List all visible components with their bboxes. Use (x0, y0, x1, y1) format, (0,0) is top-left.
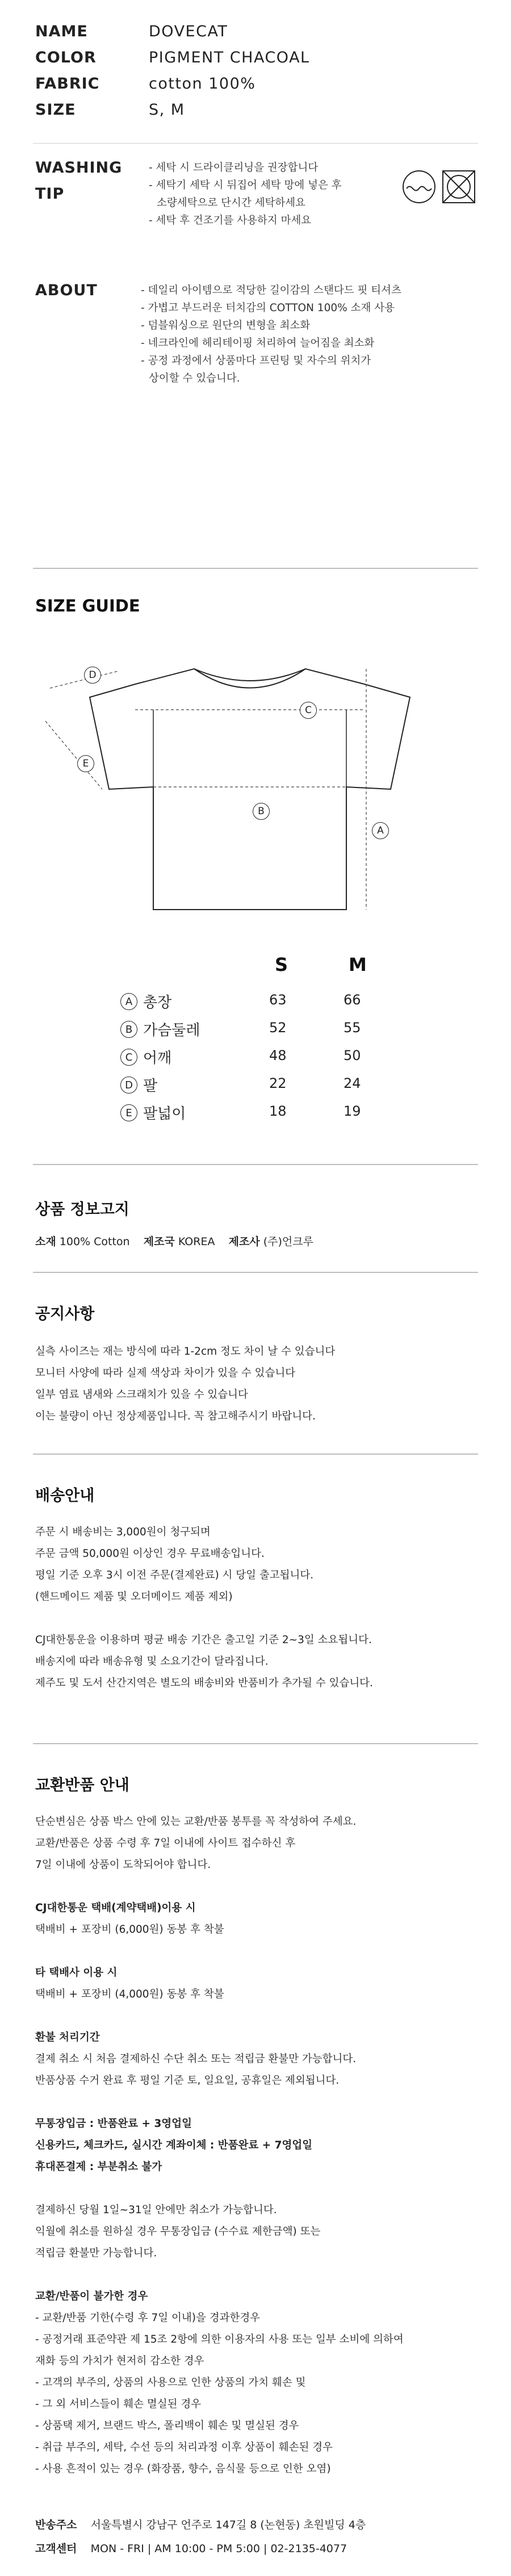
divider (33, 568, 478, 569)
row-marker: C (120, 1049, 137, 1066)
list-item: 평일 기준 오후 3시 이전 주문(결제완료) 시 당일 출고됩니다. (35, 1569, 314, 1581)
exchange-title: 교환반품 안내 (35, 1777, 129, 1794)
maker-value: (주)언크루 (263, 1235, 313, 1248)
notice-title: 공지사항 (35, 1305, 95, 1323)
hand-wash-icon (403, 171, 435, 203)
table-row (120, 1019, 393, 1044)
divider (33, 143, 478, 144)
row-m-value: 66 (344, 992, 361, 1008)
product-info-title: 상품 정보고지 (35, 1201, 129, 1218)
list-item: - 사용 흔적이 있는 경우 (화장품, 향수, 음식물 등으로 인한 오염) (35, 2463, 331, 2475)
list-item: 신용카드, 체크카드, 실시간 계좌이체 : 반품완료 + 7영업일 (35, 2139, 313, 2151)
shipping-title: 배송안내 (35, 1487, 95, 1505)
row-s-value: 52 (269, 1020, 287, 1036)
shipping-list (35, 1522, 373, 1694)
marker-e: E (77, 755, 94, 772)
country-value: KOREA (178, 1235, 215, 1248)
list-item: - 공정 과정에서 상품마다 프린팅 및 자수의 위치가 (141, 355, 371, 367)
row-label: 어깨 (143, 1050, 172, 1067)
customer-center-label: 고객센터 (35, 2543, 77, 2555)
exchange-list (35, 1811, 404, 2480)
row-s-value: 48 (269, 1048, 287, 1063)
notice-list (35, 1341, 335, 1427)
list-item: 반품상품 수거 완료 후 평일 기준 토, 일요일, 공휴일은 제외됩니다. (35, 2075, 340, 2087)
list-item: 모니터 사양에 따라 실제 색상과 차이가 있을 수 있습니다 (35, 1367, 296, 1379)
return-address-label: 반송주소 (35, 2519, 77, 2531)
list-item: - 취급 부주의, 세탁, 수선 등의 처리과정 이후 상품이 훼손된 경우 (35, 2441, 333, 2453)
divider (33, 1164, 478, 1165)
list-item: 익월에 취소를 원하실 경우 무통장입금 (수수료 제한금액) 또는 (35, 2226, 321, 2238)
list-item: 적립금 환불만 가능합니다. (35, 2247, 157, 2259)
list-item: 상이할 수 있습니다. (149, 372, 240, 384)
list-item: - 데일리 아이템으로 적당한 길이감의 스탠다드 핏 티셔츠 (141, 284, 401, 296)
washing-label: WASHING (35, 159, 123, 177)
list-spacer (35, 2092, 404, 2113)
list-item: 실측 사이즈는 재는 방식에 따라 1-2cm 정도 차이 날 수 있습니다 (35, 1346, 336, 1358)
list-item: 제주도 및 도서 산간지역은 별도의 배송비와 반품비가 추가될 수 있습니다. (35, 1677, 373, 1689)
spec-color-value: PIGMENT CHACOAL (149, 49, 310, 66)
row-marker: B (120, 1021, 137, 1038)
return-address-value: 서울특별시 강남구 언주로 147길 8 (논현동) 초원빌딩 4층 (90, 2519, 366, 2531)
divider (33, 1743, 478, 1744)
list-item: 환불 처리기간 (35, 2032, 100, 2043)
material-value: 100% Cotton (59, 1235, 130, 1248)
customer-center-value: MON - FRI | AM 10:00 - PM 5:00 | 02-2135-4077 (90, 2543, 347, 2555)
no-tumble-dry-icon (443, 171, 475, 203)
table-row (120, 1046, 393, 1071)
list-item: - 덤블워싱으로 원단의 변형을 최소화 (141, 320, 311, 332)
table-row (120, 1074, 393, 1099)
product-info-line (35, 1233, 313, 1249)
list-item: 결제하신 당월 1일~31일 안에만 취소가 가능합니다. (35, 2204, 277, 2216)
list-item: 재화 등의 가치가 현저히 감소한 경우 (35, 2355, 204, 2367)
list-item: CJ대한통운 택배(계약택배)이용 시 (35, 1902, 196, 1914)
list-item: 타 택배사 이용 시 (35, 1967, 118, 1979)
divider (33, 1272, 478, 1273)
marker-c: C (300, 702, 317, 719)
marker-d: D (84, 667, 101, 684)
return-address (35, 2516, 366, 2532)
list-item: 택배비 + 포장비 (4,000원) 동봉 후 착불 (35, 1988, 224, 2000)
row-label: 팔넓이 (143, 1105, 186, 1122)
size-guide-title: SIZE GUIDE (35, 596, 140, 615)
list-item: 주문 시 배송비는 3,000원이 청구되며 (35, 1526, 211, 1538)
row-label: 팔 (143, 1078, 158, 1095)
list-item: - 그 외 서비스들이 훼손 멸실된 경우 (35, 2398, 202, 2410)
maker-label: 제조사 (228, 1235, 260, 1248)
list-item: 배송지에 따라 배송유형 및 소요기간이 달라집니다. (35, 1656, 269, 1668)
list-item: - 세탁기 세탁 시 뒤집어 세탁 망에 넣은 후 (149, 179, 342, 191)
row-label: 총장 (143, 994, 172, 1011)
list-item: 교환/반품이 불가한 경우 (35, 2290, 148, 2302)
tip-label: TIP (35, 185, 65, 203)
list-item: 교환/반품은 상품 수령 후 7일 이내에 사이트 접수하신 후 (35, 1837, 296, 1849)
row-s-value: 63 (269, 992, 287, 1008)
table-row (120, 1102, 393, 1127)
list-item: - 가볍고 부드러운 터치감의 COTTON 100% 소재 사용 (141, 302, 395, 314)
about-label: ABOUT (35, 282, 98, 299)
list-item: - 공정거래 표준약관 제 15조 2항에 의한 이용자의 사용 또는 일부 소비에 의하여 (35, 2334, 404, 2345)
list-item: 결제 취소 시 처음 결제하신 수단 취소 또는 적립금 환불만 가능합니다. (35, 2053, 357, 2065)
divider (33, 1454, 478, 1455)
list-item: 이는 불량이 아닌 정상제품입니다. 꼭 참고해주시기 바랍니다. (35, 1410, 316, 1422)
list-item: 무통장입금 : 반품완료 + 3영업일 (35, 2118, 192, 2130)
spec-size-value: S, M (149, 101, 185, 119)
spec-color-label: COLOR (35, 49, 97, 66)
list-item: - 세탁 시 드라이클리닝을 권장합니다 (149, 162, 319, 174)
row-m-value: 55 (344, 1020, 361, 1036)
list-item: 휴대폰결제 : 부분취소 불가 (35, 2161, 162, 2173)
row-label: 가슴둘레 (143, 1022, 200, 1039)
list-item: 단순변심은 상품 박스 안에 있는 교환/반품 봉투를 꼭 작성하여 주세요. (35, 1816, 357, 1828)
list-item: - 세탁 후 건조기를 사용하지 마세요 (149, 215, 312, 227)
marker-b: B (253, 803, 270, 820)
marker-a: A (372, 822, 389, 839)
tshirt-diagram (34, 653, 477, 920)
list-spacer (35, 1608, 373, 1630)
care-icons (402, 169, 476, 204)
spec-fabric-label: FABRIC (35, 75, 100, 93)
row-marker: D (120, 1077, 137, 1094)
customer-center (35, 2540, 347, 2556)
spec-name-label: NAME (35, 23, 88, 40)
row-s-value: 18 (269, 1103, 287, 1119)
spec-name-value: DOVECAT (149, 23, 228, 40)
material-label: 소재 (35, 1235, 56, 1248)
spec-fabric-value: cotton 100% (149, 75, 256, 93)
country-label: 제조국 (143, 1235, 175, 1248)
list-item: 주문 금액 50,000원 이상인 경우 무료배송입니다. (35, 1548, 265, 1560)
row-m-value: 24 (344, 1075, 361, 1091)
row-marker: A (120, 993, 137, 1010)
list-item: - 상품택 제거, 브랜드 박스, 폴리백이 훼손 및 멸실된 경우 (35, 2420, 299, 2432)
list-spacer (35, 1876, 404, 1898)
row-m-value: 50 (344, 1048, 361, 1063)
list-item: - 네크라인에 헤리테이핑 처리하여 늘어짐을 최소화 (141, 337, 375, 349)
list-item: - 교환/반품 기한(수령 후 7일 이내)을 경과한경우 (35, 2312, 261, 2324)
column-s: S (275, 954, 288, 975)
about-list (141, 282, 401, 387)
list-spacer (35, 2178, 404, 2200)
list-item: 소량세탁으로 단시간 세탁하세요 (157, 197, 305, 209)
table-row (120, 991, 393, 1016)
list-item: - 고객의 부주의, 상품의 사용으로 인한 상품의 가치 훼손 및 (35, 2377, 306, 2389)
row-m-value: 19 (344, 1103, 361, 1119)
list-item: 일부 염료 냄새와 스크래치가 있을 수 있습니다 (35, 1389, 248, 1401)
list-spacer (35, 1941, 404, 1962)
washing-list (149, 159, 342, 229)
list-spacer (35, 2264, 404, 2286)
list-spacer (35, 2005, 404, 2027)
column-m: M (349, 954, 367, 975)
row-s-value: 22 (269, 1075, 287, 1091)
list-item: 택배비 + 포장비 (6,000원) 동봉 후 착불 (35, 1924, 224, 1936)
list-item: (핸드메이드 제품 및 오더메이드 제품 제외) (35, 1591, 233, 1603)
list-item: 7일 이내에 상품이 도착되어야 합니다. (35, 1859, 211, 1871)
list-item: CJ대한통운을 이용하며 평균 배송 기간은 출고일 기준 2~3일 소요됩니다. (35, 1634, 372, 1646)
spec-size-label: SIZE (35, 101, 76, 119)
row-marker: E (120, 1104, 137, 1121)
